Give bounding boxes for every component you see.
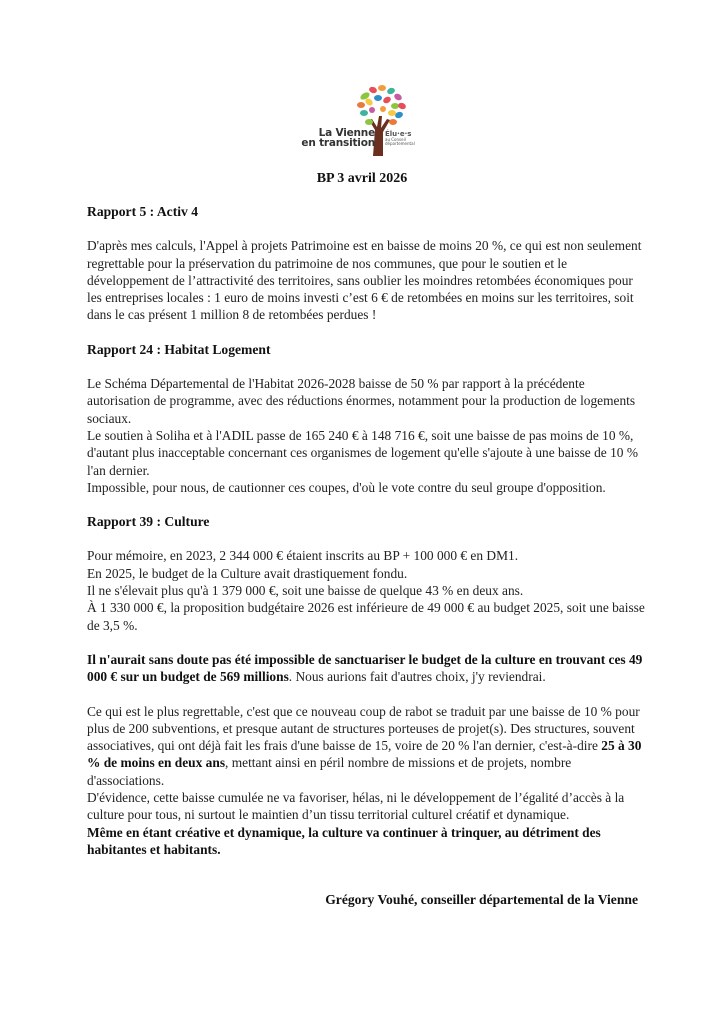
normal-text: Ce qui est le plus regrettable, c'est que ce nouveau coup de rabot se traduit par une baisse de 10 % pour plus de 200 subventions, et presque autant de structures porteuses de projet(s). Des structures, souvent associatives, qui ont déjà fait les frais d'une baisse de 15, voire de 20 % l'an dernier, c'est-à-dire <box>87 703 640 754</box>
logo-line1: La Vienne <box>318 127 375 139</box>
signature: Grégory Vouhé, conseiller départemental de la Vienne <box>325 892 638 907</box>
logo-subtitle <box>385 130 445 146</box>
logo-wordmark <box>299 128 375 148</box>
normal-text: , mettant ainsi en péril nombre de missions et de projets, nombre d'associations. <box>87 755 572 788</box>
paragraph: À 1 330 000 €, la proposition budgétaire 2026 est inférieure de 49 000 € au budget 2025, soit une baisse de 3,5 %. <box>87 600 645 633</box>
paragraph <box>87 703 647 789</box>
document-title: BP 3 avril 2026 <box>316 171 408 186</box>
paragraph: D'après mes calculs, l'Appel à projets Patrimoine est en baisse de moins 20 %, ce qui est non seulement regrettable pour la préservation du patrimoine de nos communes, que pour le soutien et le développement de l’attractivité des territoires, sans oublier les moindres retombées économiques pour les entreprises locales : 1 euro de moins investi c’est 6 € de retombées en moins sur les territoires, soit dans le cas présent 1 million 8 de retombées perdues ! <box>87 238 642 323</box>
paragraph: Il ne s'élevait plus qu'à 1 379 000 €, soit une baisse de quelque 43 % en deux ans. <box>87 583 524 599</box>
normal-text: . Nous aurions fait d'autres choix, j'y reviendrai. <box>288 669 546 685</box>
section-heading: Rapport 39 : Culture <box>87 514 210 530</box>
paragraph: Le soutien à Soliha et à l'ADIL passe de 165 240 € à 148 716 €, soit une baisse de pas moins de 10 %, d'autant plus inacceptable concernant ces organismes de logement qu'elle s'ajoute à une baisse de 10 % l'an dernier. <box>87 427 638 478</box>
bold-text: Même en étant créative et dynamique, la culture va continuer à trinquer, au détriment des habitantes et habitants. <box>87 824 601 857</box>
section-heading: Rapport 5 : Activ 4 <box>87 204 199 219</box>
paragraph: D'évidence, cette baisse cumulée ne va favoriser, hélas, ni le développement de l’égalité d’accès à la culture pour tous, ni surtout le maintien d’un tissu territorial culturel créatif et dynamique. <box>87 790 625 823</box>
bold-paragraph <box>87 651 647 686</box>
bold-text: Il n'aurait sans doute pas été impossible de sanctuariser le budget de la culture en trouvant ces 49 000 € sur un budget de 569 millions <box>87 651 643 685</box>
logo <box>299 82 429 158</box>
document-body <box>87 203 647 858</box>
bold-paragraph <box>87 824 647 859</box>
paragraph: Impossible, pour nous, de cautionner ces coupes, d'où le vote contre du seul groupe d'opposition. <box>87 479 606 495</box>
paragraph: Pour mémoire, en 2023, 2 344 000 € étaient inscrits au BP + 100 000 € en DM1. <box>87 548 519 564</box>
logo-sub2: au Conseil <box>385 137 406 142</box>
bold-text: 25 à 30 % de moins en deux ans <box>87 738 642 771</box>
logo-sub3: départemental <box>385 141 415 146</box>
paragraph: Le Schéma Départemental de l'Habitat 2026-2028 baisse de 50 % par rapport à la précédente autorisation de programme, avec des réductions énormes, notamment pour la production de logements sociaux. <box>87 376 636 426</box>
paragraph: En 2025, le budget de la Culture avait drastiquement fondu. <box>87 565 408 581</box>
logo-line2: en transition <box>301 137 375 149</box>
logo-sub1: Élu·e·s <box>385 130 412 138</box>
section-heading: Rapport 24 : Habitat Logement <box>87 341 271 357</box>
